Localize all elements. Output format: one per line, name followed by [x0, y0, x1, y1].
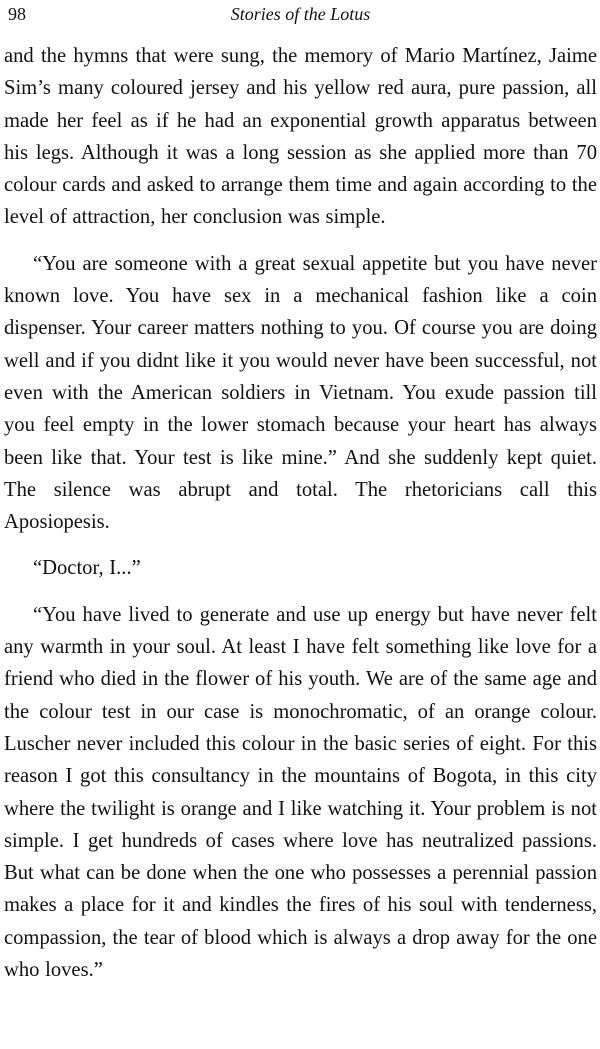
paragraph-dialogue-doctor: “Doctor, I...” — [33, 557, 141, 580]
paragraph-dialogue-diagnosis: “You are someone with a great sexual appetite but you have never known love. You have sex in a mechanical fashion like a coin dispenser. Your career matters nothing to you. Of course you are doing well and if you didnt like it you would never have been successful, not even with the American soldiers in Vietnam. You exude passion till you feel empty in the lower stomach because your heart has always been like that. Your test is like mine.” And she suddenly kept quiet. The silence was abrupt and total. The rhetoricians call this Aposiopesis. — [4, 252, 597, 534]
body-text — [4, 40, 597, 986]
running-title: Stories of the Lotus — [230, 4, 371, 24]
paragraph-dialogue-reply: “You have lived to generate and use up energy but have never felt any warmth in your soul. At least I have felt something like love for a friend who died in the flower of his youth. We are of the same age and the colour test in our case is monochromatic, of an orange colour. Luscher never included this colour in the basic series of eight. For this reason I got this consultancy in the mountains of Bogota, in this city where the twilight is orange and I like watching it. Your problem is not simple. I get hundreds of cases where love has neutralized passions. But what can be done when the one who possesses a perennial passion makes a place for it and kindles the fires of his soul with tenderness, compassion, the tear of blood which is always a drop away for the one who loves.” — [4, 603, 597, 982]
paragraph-continued: and the hymns that were sung, the memory of Mario Martínez, Jaime Sim’s many coloured jersey and his yellow red aura, pure passion, all made her feel as if he had an exponential growth apparatus between his legs. Although it was a long session as she applied more than 70 colour cards and asked to arrange them time and again according to the level of attraction, her conclusion was simple. — [4, 45, 597, 229]
running-head — [4, 0, 597, 40]
page-number: 98 — [8, 4, 26, 24]
